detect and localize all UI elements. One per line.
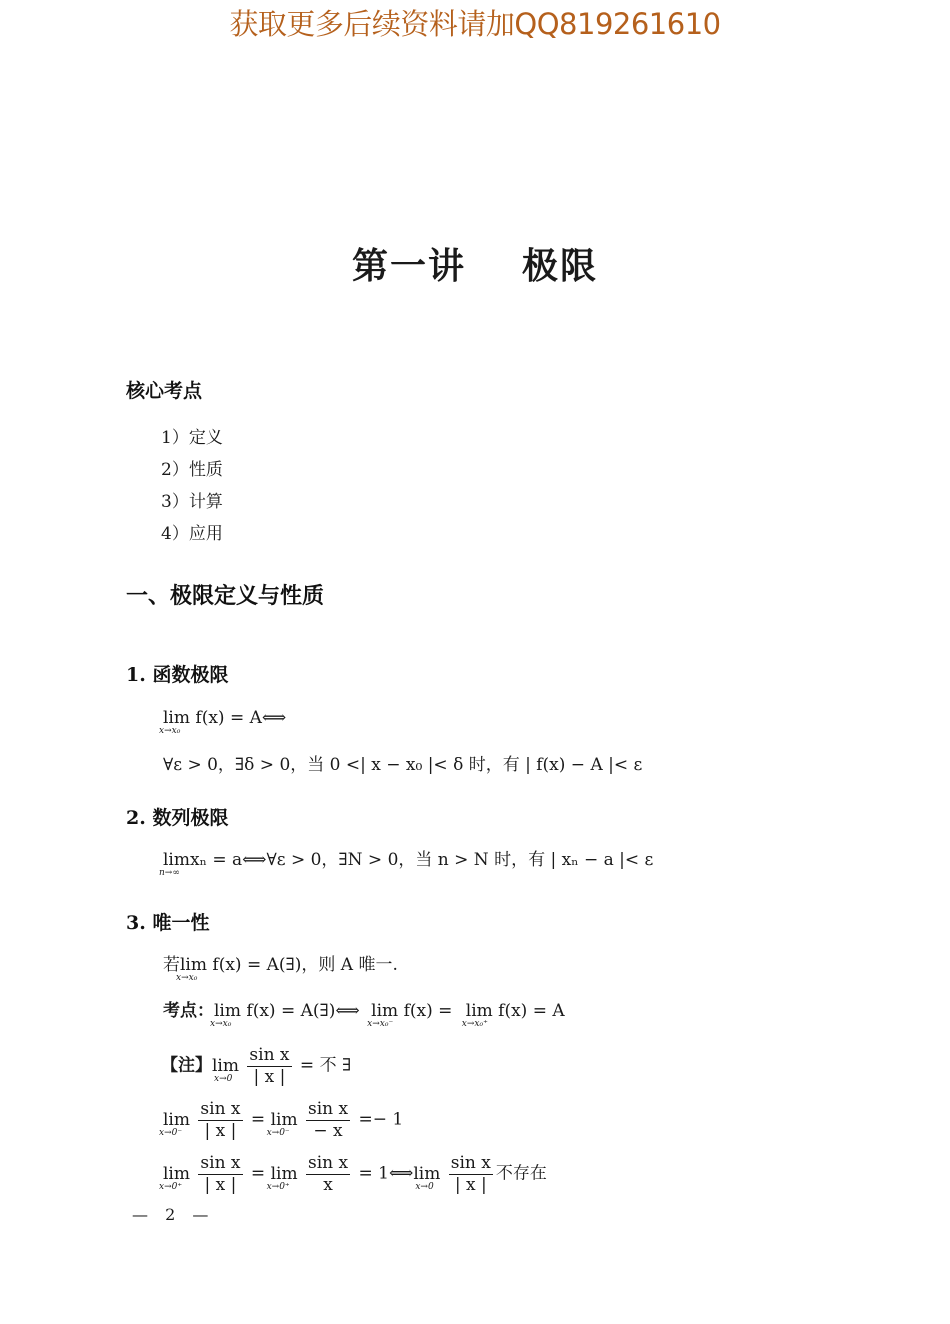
s3-l1-tail: f(x) = A(∃)，则 A 唯一. [212, 955, 398, 975]
lim-op: lim x→0⁺ [266, 1163, 298, 1192]
s1-title: 函数极限 [152, 664, 229, 686]
s3-line1 [163, 955, 398, 983]
s3-l2-a: f(x) = A(∃)⟺ [246, 1001, 360, 1021]
s2-num: 2. [126, 807, 146, 829]
page-title [0, 238, 950, 289]
s1-eq2: ∀ε > 0，∃δ > 0，当 0 <| x − x₀ |< δ 时，有 | f(x) − A |< ε [163, 755, 643, 775]
lim-sub: x→0⁺ [159, 1181, 183, 1192]
core-item: 3）计算 [161, 492, 223, 512]
fraction: $\frac{\text{sin x}}{| x |}$ [249, 1045, 290, 1087]
core-item: 2）性质 [161, 460, 223, 480]
s3-title: 唯一性 [152, 912, 210, 934]
fraction: $\frac{\text{sin x}}{x}$ [307, 1153, 349, 1195]
fraction: $\frac{\text{sin x}}{| x |}$ [200, 1153, 241, 1195]
lim-op: lim x→0⁺ [159, 1163, 190, 1192]
lim-sub: n→∞ [159, 868, 180, 878]
s2-title: 数列极限 [152, 807, 229, 829]
s2-eq-tail: xₙ = a⟺∀ε > 0，∃N > 0，当 n > N 时，有 | xₙ − a |< ε [190, 850, 654, 870]
s3-line5: lim x→0⁺ $\frac{\text{sin x}}{| x |}$ = lim x→0⁺ $\frac{\text{sin x}}{x}$ = 1⟺lim x→0 $\frac{\text{sin x}}{| x |}$ 不存在 [159, 1153, 547, 1195]
section1-heading: 一、极限定义与性质 [126, 584, 325, 609]
s3-l2-b: f(x) = [403, 1001, 453, 1021]
lim-op: lim x→0 [212, 1055, 239, 1084]
s1-eq1-tail: f(x) = A⟺ [195, 708, 287, 728]
core-heading: 核心考点 [126, 380, 203, 402]
lim-sub: x→0⁺ [266, 1181, 290, 1192]
s3-l4-tail: =− 1 [358, 1109, 404, 1130]
s3-line4: lim x→0⁻ $\frac{\text{sin x}}{| x |}$ = lim x→0⁻ $\frac{\text{sin x}}{- x}$ =− 1 [159, 1099, 404, 1141]
fraction: $\frac{\text{sin x}}{| x |}$ [200, 1099, 241, 1141]
s2-heading [126, 803, 228, 830]
lim-op: lim x→x₀ [210, 1001, 241, 1029]
lim-op: lim x→x₀ [159, 708, 190, 736]
page-number: — 2 — [132, 1205, 215, 1224]
s1-heading [126, 660, 228, 687]
lim-op: lim n→∞ [159, 850, 190, 878]
s3-l5-tail: = 1⟺ [358, 1163, 414, 1184]
lim-sub: x→x₀⁺ [461, 1019, 488, 1029]
lim-op: lim x→x₀⁺ [461, 1001, 493, 1029]
title-part2: 极限 [522, 245, 599, 287]
lim-op: lim x→x₀⁻ [367, 1001, 399, 1029]
s3-l1-pre: 若 [163, 955, 180, 975]
core-item: 1）定义 [161, 428, 223, 448]
s3-num: 3. [126, 912, 146, 934]
lim-op: lim x→0 [413, 1163, 441, 1192]
lim-sub: x→x₀ [176, 973, 198, 983]
s3-heading [126, 908, 209, 935]
lim-sub: x→x₀ [210, 1019, 232, 1029]
lim-sub: x→0 [415, 1181, 434, 1192]
lim-op: lim x→0⁻ [266, 1109, 298, 1138]
lim-sub: x→x₀ [159, 726, 181, 736]
s3-line2 [163, 1001, 565, 1029]
s3-l2-label: 考点： [163, 1001, 214, 1021]
lim-op: lim x→x₀ [176, 955, 207, 983]
lim-sub: x→0 [214, 1073, 233, 1084]
fraction: $\frac{\text{sin x}}{| x |}$ [450, 1153, 491, 1195]
watermark: 获取更多后续资料请加QQ819261610 [229, 7, 721, 41]
s2-eq [159, 850, 654, 878]
lim-sub: x→0⁻ [266, 1127, 290, 1138]
s3-l2-c: f(x) = A [498, 1001, 565, 1021]
s3-note [161, 1046, 351, 1086]
lim-sub: x→0⁻ [159, 1127, 183, 1138]
s1-num: 1. [126, 664, 146, 686]
core-item: 4）应用 [161, 524, 223, 544]
title-part1: 第一讲 [351, 245, 466, 287]
lim-sub: x→x₀⁻ [367, 1019, 394, 1029]
lim-op: lim x→0⁻ [159, 1109, 190, 1138]
s3-l5-end: 不存在 [495, 1163, 547, 1184]
note-label: 【注】 [161, 1055, 212, 1076]
s3-note-tail: = 不 ∃ [299, 1055, 352, 1076]
s1-eq1 [159, 708, 287, 736]
fraction: $\frac{\text{sin x}}{- x}$ [307, 1099, 349, 1141]
